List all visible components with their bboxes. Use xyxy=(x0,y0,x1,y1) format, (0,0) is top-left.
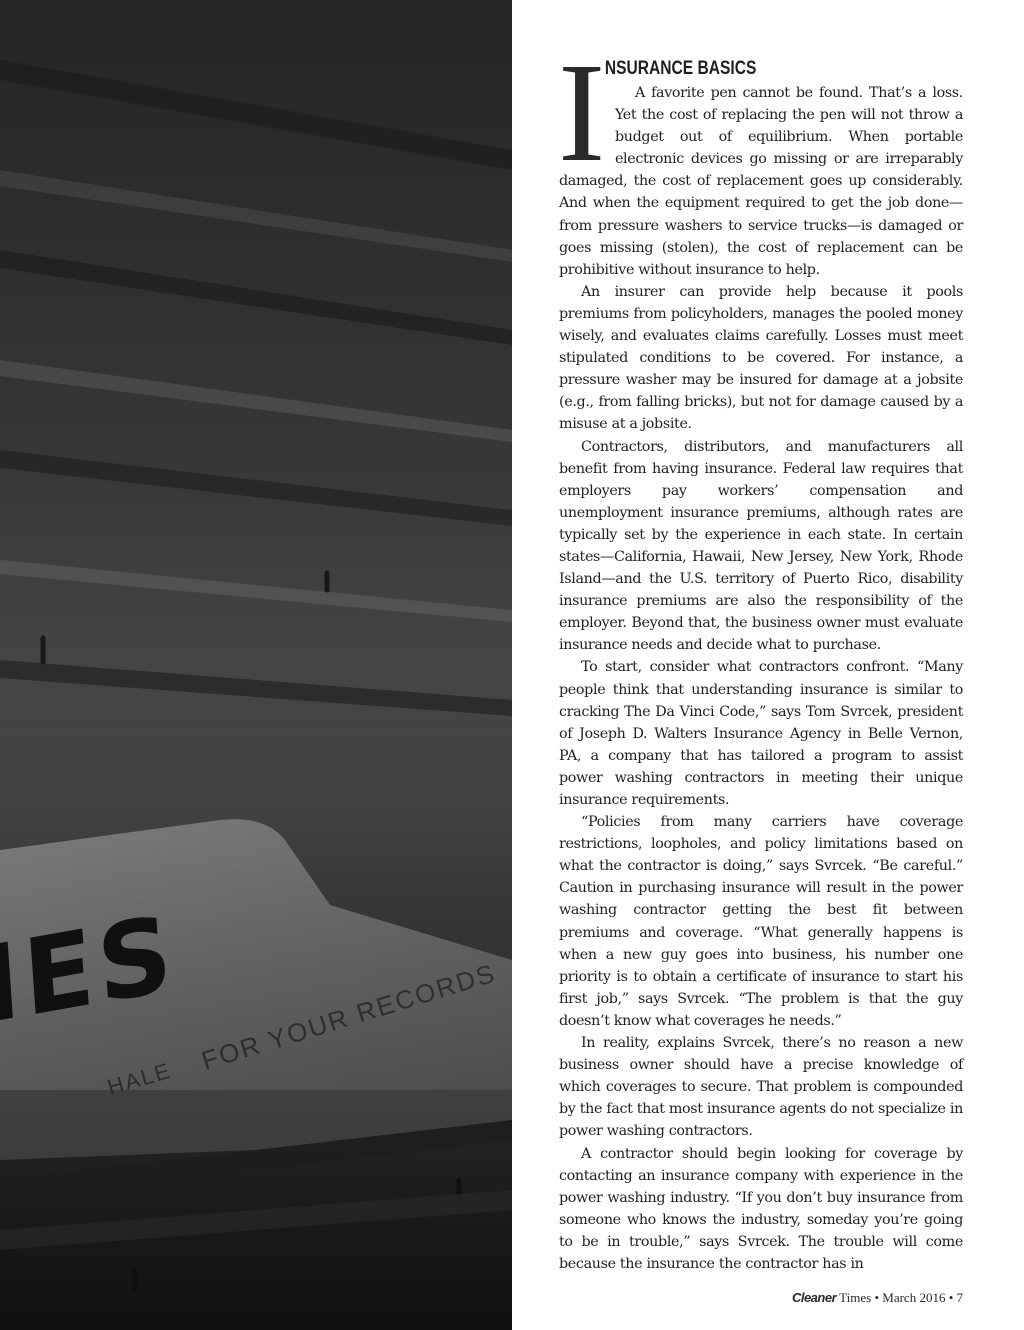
paragraph-2: An insurer can provide help because it pools premiums from policyholders, manages the pooled money wisely, and evaluates claims carefully. Losses must meet stipulated conditions to be covered. For instance, a pressure washer may be insured for damage at a jobsite (e.g., from falling bricks), but not for damage caused by a misuse at a jobsite. xyxy=(559,283,963,433)
paragraph-7: A contractor should begin looking for coverage by contacting an insurance company with experience in the power washing industry. “If you don’t buy insurance from someone who knows the industry, someday you’re going to be in trouble,” says Svrcek. The trouble will come because the insurance the contractor has in xyxy=(559,1145,963,1272)
paragraph-5: “Policies from many carriers have coverage restrictions, loopholes, and policy limitations based on what the contractor is doing,” says Svrcek. “Be careful.” Caution in purchasing insurance will result in the power washing contractor getting the best fit between premiums and coverage. “What generally happens is when a new guy goes into business, his number one priority is to obtain a certificate of insurance to start his first job,” says Svrcek. “The problem is that the guy doesn’t know what coverages he needs.” xyxy=(559,814,963,1029)
paragraph-3: Contractors, distributors, and manufacturers all benefit from having insurance. Federal law requires that employers pay workers’ compensation and unemployment insurance premiums, although rates are typically set by the experience in each state. In certain states—California, Hawaii, New Jersey, New York, Rhode Island—and the U.S. territory of Puerto Rico, disability insurance premiums are also the responsibility of the employer. Beyond that, the business owner must evaluate insurance needs and decide what to purchase. xyxy=(559,438,963,654)
footer-issue-page: Times • March 2016 • 7 xyxy=(839,1290,963,1305)
magazine-name: Cleaner xyxy=(791,1290,837,1305)
article-heading: NSURANCE BASICS xyxy=(604,58,757,79)
paragraph-1: A favorite pen cannot be found. That’s a loss. Yet the cost of replacing the pen will not throw a budget out of equilibrium. When portable electronic devices go missing or are irreparably damaged, the cost of replacement goes up considerably. And when the equipment required to get the job done—from pressure washers to service trucks—is damaged or goes missing (stolen), the cost of replacement can be prohibitive without insurance to help. xyxy=(559,85,963,278)
page-footer xyxy=(792,1290,963,1306)
paragraph-6: In reality, explains Svrcek, there’s no reason a new business owner should have a precise knowledge of which coverages to secure. That problem is compounded by the fact that most insurance agents do not specialize in power washing contractors. xyxy=(559,1035,963,1140)
article xyxy=(558,33,963,1275)
paragraph-4: To start, consider what contractors confront. “Many people think that understanding insurance is similar to cracking The Da Vinci Code,” says Tom Svrcek, president of Joseph D. Walters Insurance Agency in Belle Vernon, PA, a company that has tailored a program to assist power washing contractors in meeting their unique insurance requirements. xyxy=(559,659,963,808)
drop-cap: I xyxy=(558,33,605,191)
